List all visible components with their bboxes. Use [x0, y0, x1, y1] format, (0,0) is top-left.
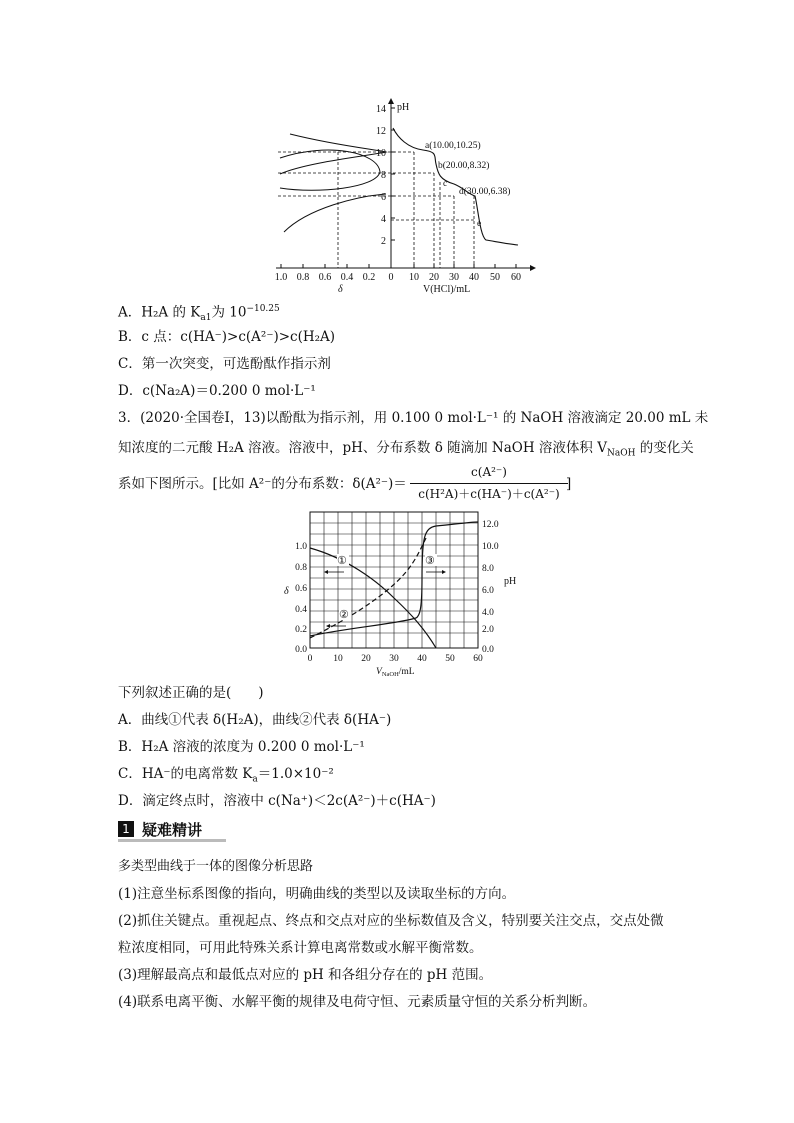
- q3-stem-line-2: [118, 439, 694, 463]
- fig1-x-tick-left: 1.0: [274, 272, 288, 283]
- fig1-x-label-left: δ: [338, 284, 343, 295]
- fig2-x-label-sub: NaOH: [381, 671, 399, 678]
- fig1-x-tick-left: 0.6: [318, 272, 332, 283]
- q2-option-a-tail: 为 10: [211, 304, 247, 321]
- fig2-x-label-tail: /mL: [398, 667, 415, 677]
- q3-fraction-bar: [410, 483, 568, 484]
- fig2-right-tick: 4.0: [482, 608, 494, 618]
- fig2-left-tick: 0.0: [295, 645, 307, 655]
- fig2-curve-2: [310, 538, 426, 638]
- fig2-left-axis-label: δ: [284, 586, 289, 597]
- fig1-point-a: a(10.00,10.25): [425, 141, 481, 151]
- fig1-y-arrow-icon: [388, 98, 394, 104]
- fig1-x-tick-right: 10: [409, 272, 419, 283]
- fig1-y-tick: 14: [376, 104, 386, 115]
- q3-stem-line-2-tail: 的变化关: [635, 440, 694, 456]
- fig1-y-tick: 8: [381, 170, 386, 181]
- fig2-right-axis-label: pH: [504, 576, 517, 587]
- q3-prompt: 下列叙述正确的是( ): [118, 685, 264, 701]
- fig1-y-tick: 6: [381, 192, 386, 203]
- fig1-y-tick: 10: [376, 148, 386, 159]
- fig1-point-b: b(20.00,8.32): [438, 161, 490, 171]
- section-title: 疑难精讲: [142, 821, 203, 839]
- q3-option-a: A．曲线①代表 δ(H₂A)，曲线②代表 δ(HA⁻): [118, 712, 392, 728]
- fig1-y-tick: 12: [376, 126, 386, 137]
- fig2-right-tick: 12.0: [482, 520, 499, 530]
- fig2-curve-2-label: ②: [339, 609, 349, 621]
- fig1-x-tick-right: 50: [490, 272, 500, 283]
- section-point-1: (1)注意坐标系图像的指向，明确曲线的类型以及读取坐标的方向。: [118, 886, 516, 902]
- section-point-2b: 粒浓度相同，可用此特殊关系计算电离常数或水解平衡常数。: [118, 940, 483, 956]
- fig2-left-tick: 0.2: [295, 625, 307, 635]
- q3-stem-line-3: 系如下图所示。[比如 A²⁻的分布系数：δ(A²⁻)＝: [118, 476, 407, 492]
- section-point-2a: (2)抓住关键点。重视起点、终点和交点对应的坐标数值及含义，特别要关注交点，交点处微: [118, 913, 664, 929]
- fig1-x-tick-right: 40: [469, 272, 479, 283]
- q3-stem-line-2-sub: NaOH: [606, 448, 636, 459]
- fig2-right-tick: 10.0: [482, 542, 499, 552]
- fig1-x-tick-left: 0.8: [296, 272, 310, 283]
- q2-option-d: D．c(Na₂A)＝0.200 0 mol·L⁻¹: [118, 383, 316, 399]
- q3-option-d: D．滴定终点时，溶液中 c(Na⁺)＜2c(A²⁻)＋c(HA⁻): [118, 793, 436, 809]
- fig1-distribution-curve-2: [280, 150, 380, 190]
- fig1-distribution-curve-3: [284, 194, 386, 232]
- fig2-x-axis-label: [376, 667, 415, 678]
- fig2-curve-1-label: ①: [337, 555, 347, 567]
- fig2-x-tick: 0: [307, 654, 313, 664]
- section-underline: [118, 839, 226, 842]
- fig2-right-tick: 8.0: [482, 564, 494, 574]
- section-point-4: (4)联系电离平衡、水解平衡的规律及电荷守恒、元素质量守恒的关系分析判断。: [118, 994, 597, 1010]
- fig1-x-tick-left: 0.2: [362, 272, 376, 283]
- fig2-curve-3-label: ③: [425, 555, 435, 567]
- fig2-left-tick: 1.0: [295, 542, 307, 552]
- fig1-y-tick: 2: [381, 236, 386, 247]
- fig1-y-tick: 4: [381, 214, 386, 225]
- fig2-x-tick: 50: [445, 654, 455, 664]
- q2-option-a-sub: a1: [200, 313, 212, 324]
- section-number-badge: 1: [118, 821, 134, 837]
- fig1-x-tick-left: 0: [388, 272, 394, 283]
- section-subtitle: 多类型曲线于一体的图像分析思路: [118, 859, 314, 874]
- q3-option-c-sub: a: [252, 774, 258, 785]
- fig2-left-tick: 0.8: [295, 563, 307, 573]
- fig2-right-tick: 6.0: [482, 586, 494, 596]
- q3-option-c: [118, 765, 334, 789]
- fig2-x-tick: 40: [417, 654, 427, 664]
- q3-fraction-denominator: c(H²A)＋c(HA⁻)＋c(A²⁻): [418, 487, 560, 501]
- fig2-grid: [310, 512, 478, 648]
- q2-option-a: [118, 300, 280, 327]
- titration-figure-2: [276, 508, 532, 680]
- q2-option-a-text: A．H₂A 的 K: [118, 304, 201, 321]
- fig2-x-tick: 20: [361, 654, 371, 664]
- q2-option-c: C．第一次突变，可选酚酞作指示剂: [118, 356, 331, 372]
- section-banner: [118, 818, 226, 840]
- q3-fraction-numerator: c(A²⁻): [471, 465, 507, 479]
- fig2-x-tick: 30: [389, 654, 399, 664]
- fig2-x-tick: 60: [473, 654, 483, 664]
- fig2-right-tick: 2.0: [482, 625, 494, 635]
- q3-option-c-text: C．HA⁻的电离常数 K: [118, 766, 253, 782]
- fig1-x-label-right: V(HCl)/mL: [423, 284, 471, 295]
- q3-fraction-close: ]: [566, 476, 572, 492]
- fig2-left-tick: 0.4: [295, 605, 307, 615]
- fig1-point-c: c: [443, 179, 448, 189]
- fig1-x-tick-right: 30: [449, 272, 459, 283]
- q3-option-c-tail: ＝1.0×10⁻²: [257, 766, 334, 782]
- fig1-point-e: e: [477, 219, 482, 229]
- section-point-3: (3)理解最高点和最低点对应的 pH 和各组分存在的 pH 范围。: [118, 967, 493, 983]
- fig2-left-tick: 0.6: [295, 584, 307, 594]
- fig2-x-tick: 10: [333, 654, 343, 664]
- fig1-y-axis-label: pH: [397, 102, 410, 113]
- q3-option-b: B．H₂A 溶液的浓度为 0.200 0 mol·L⁻¹: [118, 739, 365, 755]
- q3-stem-line-1: 3．(2020·全国卷Ⅰ，13)以酚酞为指示剂，用 0.100 0 mol·L⁻¹ 的 NaOH 溶液滴定 20.00 mL 未: [118, 410, 709, 426]
- fig1-x-tick-left: 0.4: [340, 272, 354, 283]
- q3-stem-line-2-text: 知浓度的二元酸 H₂A 溶液。溶液中，pH、分布系数 δ 随滴加 NaOH 溶液体积 V: [118, 440, 607, 456]
- fig1-x-tick-right: 20: [429, 272, 439, 283]
- fig1-point-d: d(30.00,6.38): [459, 187, 511, 197]
- fig1-x-arrow-icon: [530, 265, 536, 271]
- q2-option-a-exp: −10.25: [246, 304, 280, 314]
- fig2-x-label-main: V: [376, 667, 382, 677]
- fig2-right-tick: 0.0: [482, 645, 494, 655]
- q2-option-b: B．c 点：c(HA⁻)>c(A²⁻)>c(H₂A): [118, 329, 336, 345]
- fig1-x-tick-right: 60: [511, 272, 521, 283]
- titration-figure-1: [268, 96, 538, 294]
